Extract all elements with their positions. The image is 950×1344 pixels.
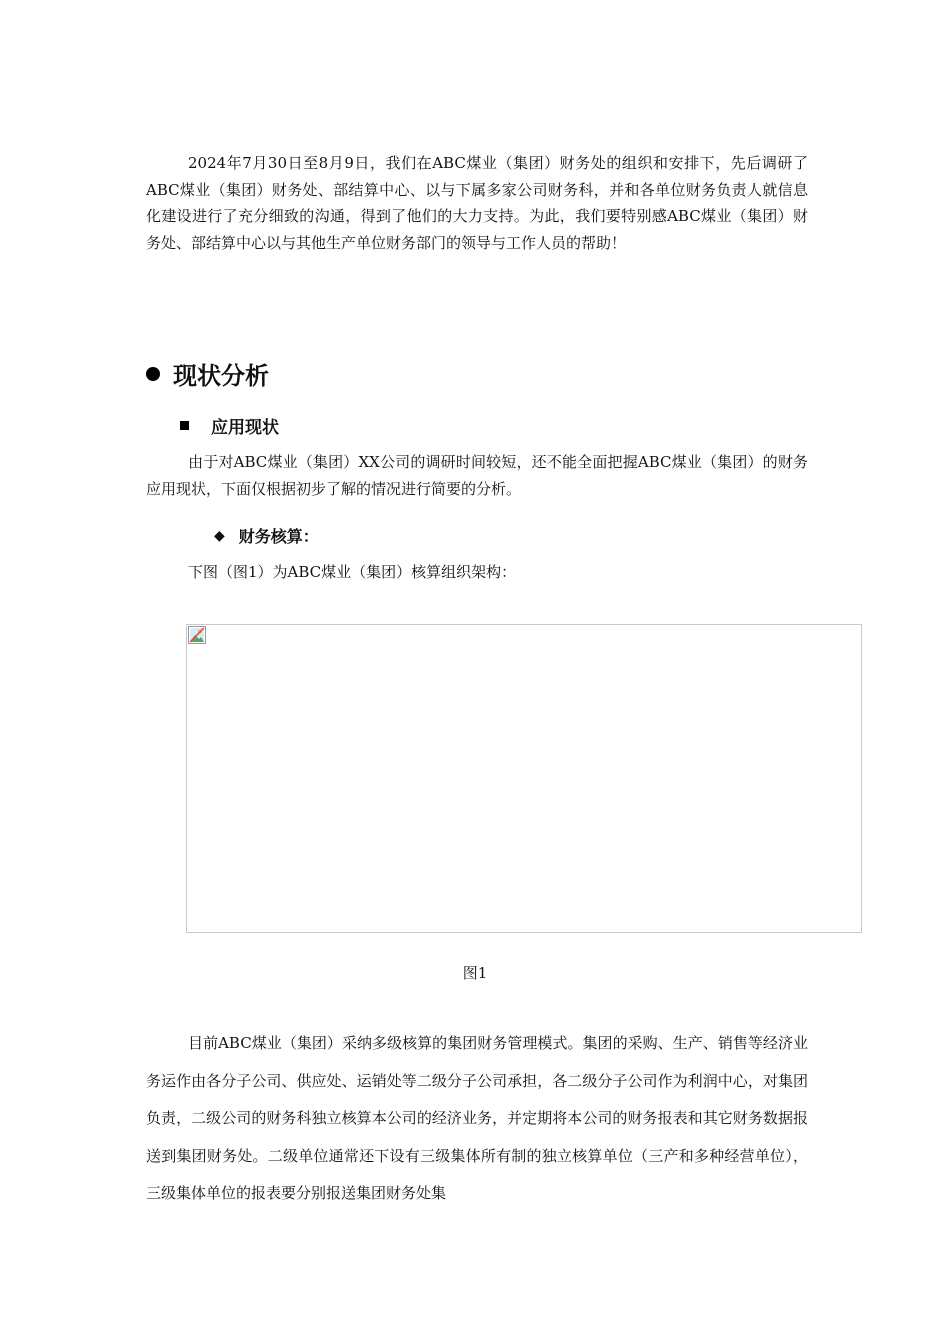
subsection-heading-text: 应用现状 [211, 418, 279, 438]
subsection-heading [180, 413, 279, 438]
intro-paragraph: 2024年7月30日至8月9日，我们在ABC煤业（集团）财务处的组织和安排下，先后调研了ABC煤业（集团）财务处、部结算中心、以与下属多家公司财务科，并和各单位财务负责人就信息化建设进行了充分细致的沟通，得到了他们的大力支持。为此，我们要特别感ABC煤业（集团）财务处、部结算中心以与其他生产单位财务部门的领导与工作人员的帮助！ [146, 154, 808, 252]
figure-intro-text: 下图（图1）为ABC煤业（集团）核算组织架构： [188, 563, 517, 581]
body-paragraph: 目前ABC煤业（集团）采纳多级核算的集团财务管理模式。集团的采购、生产、销售等经济业务运作由各分子公司、供应处、运销处等二级分子公司承担，各二级分子公司作为利润中心，对集团负责，二级公司的财务科独立核算本公司的经济业务，并定期将本公司的财务报表和其它财务数据报送到集团财务处。二级单位通常还下设有三级集体所有制的独立核算单位（三产和多种经营单位），三级集体单位的报表要分别报送集团财务处集 [146, 1034, 808, 1202]
figure-image-placeholder [186, 624, 862, 933]
broken-image-icon [188, 626, 206, 644]
subsection-paragraph: 由于对ABC煤业（集团）XX公司的调研时间较短，还不能全面把握ABC煤业（集团）的财务应用现状，下面仅根据初步了解的情况进行简要的分析。 [146, 453, 808, 498]
bullet-diamond-icon: ◆ [214, 527, 225, 544]
bullet-square-icon [180, 421, 189, 430]
figure-caption: 图1 [462, 964, 488, 982]
section-heading-text: 现状分析 [173, 362, 269, 390]
subsubsection-heading [214, 524, 319, 547]
section-heading [146, 356, 269, 391]
bullet-circle-icon [146, 367, 160, 381]
subsubsection-heading-text: 财务核算： [238, 527, 319, 546]
